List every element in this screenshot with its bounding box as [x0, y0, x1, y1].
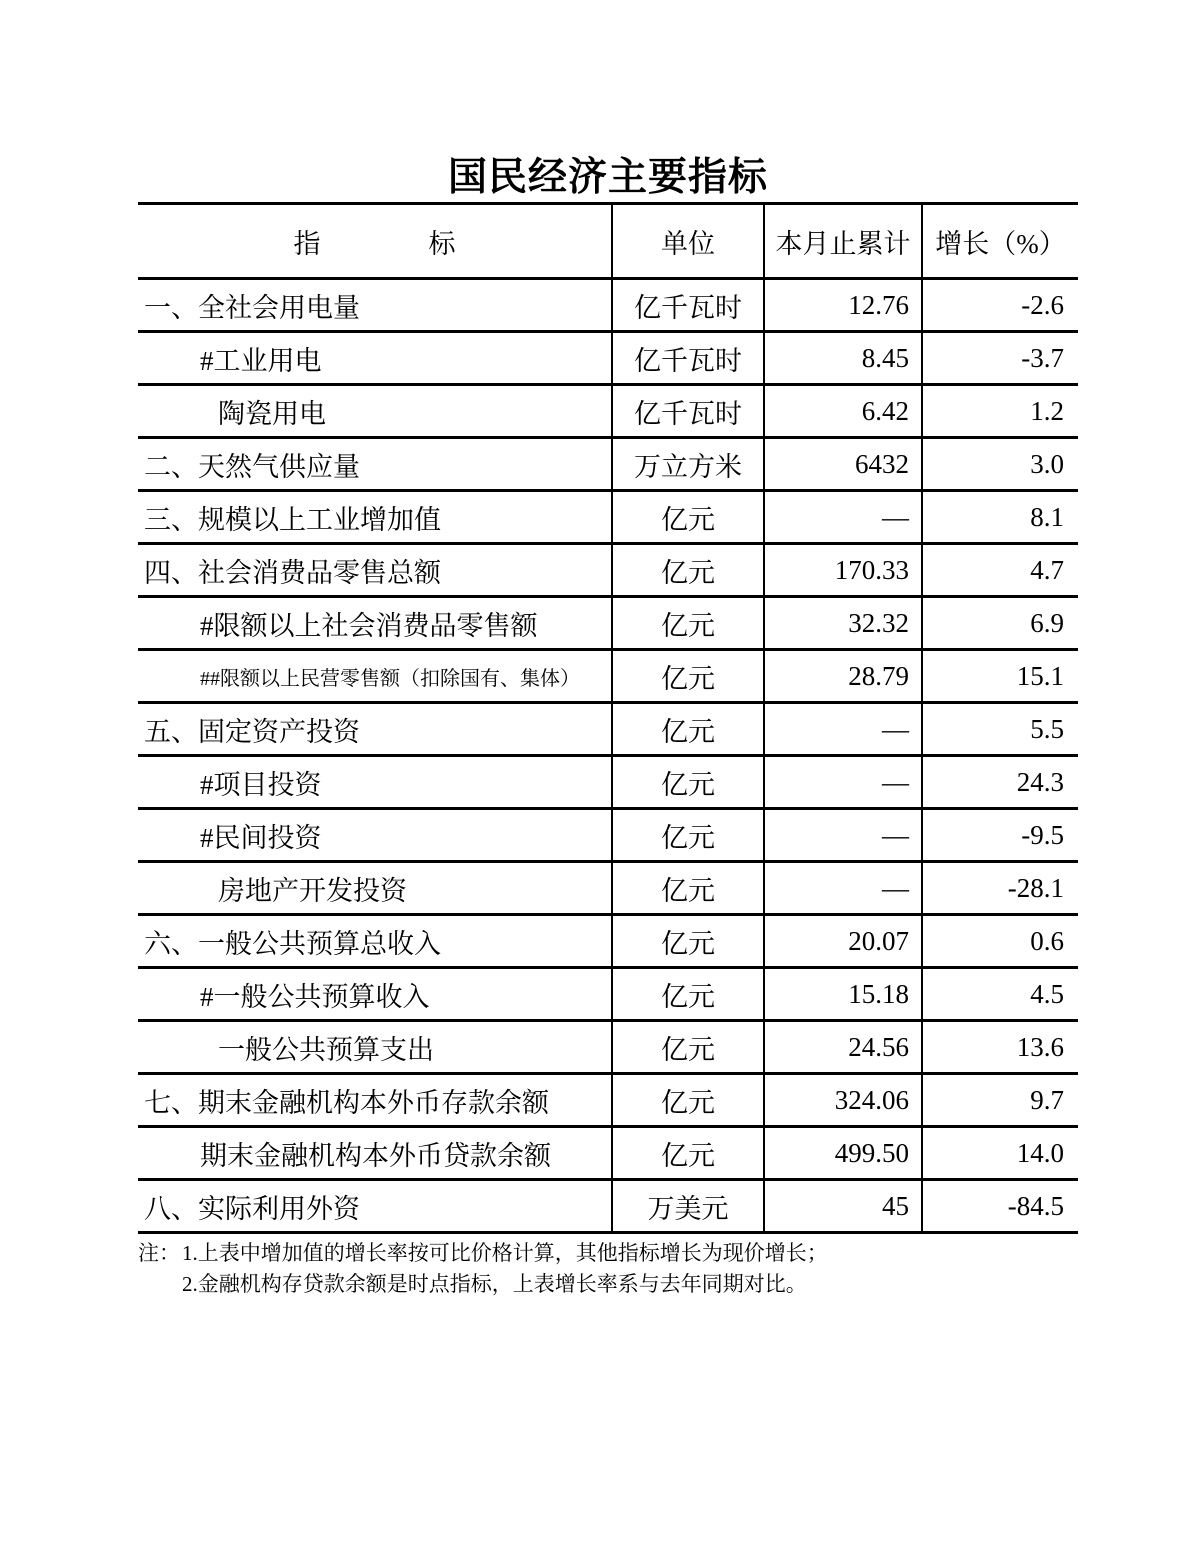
growth-cell: -2.6: [922, 279, 1078, 332]
unit-cell: 亿千瓦时: [612, 279, 764, 332]
cumulative-cell: 20.07: [764, 915, 922, 968]
indicator-cell: 三、规模以上工业增加值: [144, 504, 441, 535]
growth-cell: -9.5: [922, 809, 1078, 862]
cumulative-cell: 24.56: [764, 1021, 922, 1074]
cumulative-cell: 15.18: [764, 968, 922, 1021]
cumulative-cell: 324.06: [764, 1074, 922, 1127]
table-row: [138, 1127, 1078, 1180]
table-row: [138, 279, 1078, 332]
footnote-line: [138, 1269, 1078, 1300]
indicator-cell: 期末金融机构本外币贷款余额: [200, 1140, 551, 1171]
footnote-prefix: 注：: [138, 1241, 180, 1265]
growth-cell: 8.1: [922, 491, 1078, 544]
header-row: [138, 204, 1078, 279]
table-header: [138, 204, 1078, 279]
cumulative-cell: —: [764, 756, 922, 809]
cumulative-cell: —: [764, 862, 922, 915]
unit-cell: 亿元: [612, 597, 764, 650]
indicator-cell: #一般公共预算收入: [200, 981, 430, 1012]
header-unit: 单位: [612, 204, 764, 279]
unit-cell: 亿元: [612, 544, 764, 597]
indicator-cell: 六、一般公共预算总收入: [144, 928, 441, 959]
unit-cell: 万立方米: [612, 438, 764, 491]
unit-cell: 亿元: [612, 650, 764, 703]
table-row: [138, 756, 1078, 809]
indicator-cell: #工业用电: [200, 345, 322, 376]
cumulative-cell: 12.76: [764, 279, 922, 332]
cumulative-cell: 6432: [764, 438, 922, 491]
indicator-cell: 八、实际利用外资: [144, 1193, 360, 1224]
cumulative-cell: 6.42: [764, 385, 922, 438]
indicator-cell: 四、社会消费品零售总额: [144, 557, 441, 588]
table-row: [138, 544, 1078, 597]
cumulative-cell: 32.32: [764, 597, 922, 650]
header-indicator: 指 标: [293, 228, 456, 259]
unit-cell: 亿元: [612, 809, 764, 862]
footnotes: [138, 1238, 1078, 1300]
unit-cell: 亿元: [612, 756, 764, 809]
table-row: [138, 332, 1078, 385]
page-title: 国民经济主要指标: [447, 156, 768, 199]
unit-cell: 亿元: [612, 1127, 764, 1180]
growth-cell: 1.2: [922, 385, 1078, 438]
cumulative-cell: —: [764, 703, 922, 756]
unit-cell: 亿元: [612, 1021, 764, 1074]
indicators-table: [138, 202, 1078, 1234]
unit-cell: 亿元: [612, 1074, 764, 1127]
unit-cell: 亿元: [612, 703, 764, 756]
indicator-cell: 五、固定资产投资: [144, 716, 360, 747]
indicator-cell: 二、天然气供应量: [144, 451, 360, 482]
unit-cell: 亿元: [612, 968, 764, 1021]
table-row: [138, 491, 1078, 544]
growth-cell: -3.7: [922, 332, 1078, 385]
growth-cell: 4.7: [922, 544, 1078, 597]
indicator-cell: 房地产开发投资: [218, 875, 407, 906]
growth-cell: 9.7: [922, 1074, 1078, 1127]
cumulative-cell: —: [764, 809, 922, 862]
growth-cell: 14.0: [922, 1127, 1078, 1180]
growth-cell: -84.5: [922, 1180, 1078, 1233]
table-row: [138, 862, 1078, 915]
table-row: [138, 915, 1078, 968]
unit-cell: 亿千瓦时: [612, 385, 764, 438]
growth-cell: 0.6: [922, 915, 1078, 968]
growth-cell: 4.5: [922, 968, 1078, 1021]
cumulative-cell: 45: [764, 1180, 922, 1233]
table-row: [138, 809, 1078, 862]
cumulative-cell: 28.79: [764, 650, 922, 703]
table-row: [138, 968, 1078, 1021]
indicator-cell: 七、期末金融机构本外币存款余额: [144, 1087, 549, 1118]
unit-cell: 亿元: [612, 862, 764, 915]
table-row: [138, 1074, 1078, 1127]
table-row: [138, 1021, 1078, 1074]
unit-cell: 万美元: [612, 1180, 764, 1233]
table-row: [138, 385, 1078, 438]
indicator-cell: #限额以上社会消费品零售额: [200, 610, 538, 641]
growth-cell: 15.1: [922, 650, 1078, 703]
unit-cell: 亿元: [612, 491, 764, 544]
growth-cell: 24.3: [922, 756, 1078, 809]
unit-cell: 亿元: [612, 915, 764, 968]
footnote-text: 2.金融机构存贷款余额是时点指标，上表增长率系与去年同期对比。: [182, 1272, 807, 1296]
footnote-prefix: [138, 1269, 182, 1300]
cumulative-cell: 499.50: [764, 1127, 922, 1180]
indicator-cell: 一般公共预算支出: [218, 1034, 434, 1065]
indicator-cell: ##限额以上民营零售额（扣除国有、集体）: [200, 667, 580, 690]
growth-cell: -28.1: [922, 862, 1078, 915]
cumulative-cell: 170.33: [764, 544, 922, 597]
table-body: [138, 279, 1078, 1233]
growth-cell: 5.5: [922, 703, 1078, 756]
cumulative-cell: —: [764, 491, 922, 544]
table-row: [138, 438, 1078, 491]
cumulative-cell: 8.45: [764, 332, 922, 385]
unit-cell: 亿千瓦时: [612, 332, 764, 385]
table-row: [138, 703, 1078, 756]
table-row: [138, 1180, 1078, 1233]
table-row: [138, 597, 1078, 650]
growth-cell: 3.0: [922, 438, 1078, 491]
header-cumulative: 本月止累计: [764, 204, 922, 279]
footnote-text: 1.上表中增加值的增长率按可比价格计算，其他指标增长为现价增长；: [182, 1241, 828, 1265]
indicator-cell: #项目投资: [200, 769, 322, 800]
header-growth: 增长（%）: [922, 204, 1078, 279]
footnote-line: [138, 1238, 1078, 1269]
indicator-cell: #民间投资: [200, 822, 322, 853]
indicator-cell: 陶瓷用电: [218, 398, 326, 429]
growth-cell: 6.9: [922, 597, 1078, 650]
table-row: [138, 650, 1078, 703]
indicator-cell: 一、全社会用电量: [144, 292, 360, 323]
growth-cell: 13.6: [922, 1021, 1078, 1074]
